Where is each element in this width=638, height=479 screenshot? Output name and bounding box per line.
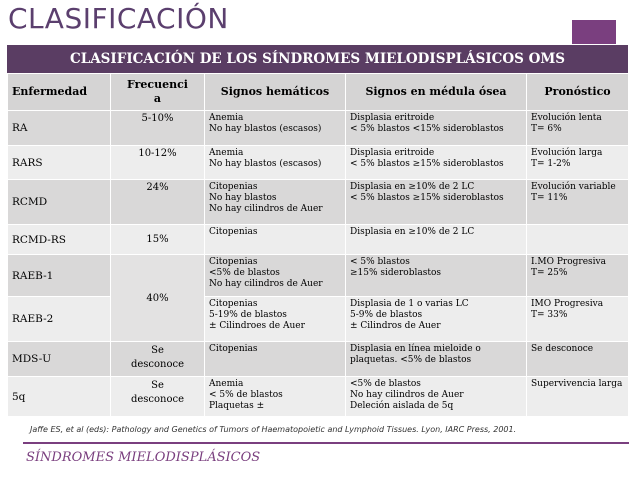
text-line: ± Cilindros de Auer xyxy=(350,321,441,331)
cell-enfermedad: RCMD-RS xyxy=(8,225,111,255)
cell-enfermedad: RAEB-2 xyxy=(8,297,111,342)
table-row xyxy=(8,342,629,377)
cell-hematicos xyxy=(205,146,346,180)
cell-enfermedad: 5q xyxy=(8,377,111,417)
text-line: I.MO Progresiva xyxy=(531,257,606,267)
table-row xyxy=(8,146,629,180)
cell-hematicos xyxy=(205,255,346,297)
text-line: No hay cilindros de Auer xyxy=(209,279,323,289)
text-line: < 5% blastos <15% sideroblastos xyxy=(350,124,504,134)
text-line: < 5% blastos xyxy=(350,257,410,267)
text-line: < 5% blastos ≥15% sideroblastos xyxy=(350,193,504,203)
cell-medula xyxy=(346,225,527,255)
text-line: Deleción aislada de 5q xyxy=(350,401,454,411)
cell-pronostico xyxy=(527,297,629,342)
cell-enfermedad: RCMD xyxy=(8,180,111,225)
header-pronostico: Pronóstico xyxy=(527,74,629,111)
table-row xyxy=(8,297,629,342)
text-line: Evolución lenta xyxy=(531,113,602,123)
slide-title: CLASIFICACIÓN xyxy=(8,2,229,35)
table-row xyxy=(8,111,629,146)
text-line: Se xyxy=(151,345,164,356)
cell-hematicos xyxy=(205,342,346,377)
cell-enfermedad: RA xyxy=(8,111,111,146)
text-line: Evolución variable xyxy=(531,182,616,192)
text-line: Citopenias xyxy=(209,227,258,237)
header-signos-medula: Signos en médula ósea xyxy=(346,74,527,111)
text-line: Displasia eritroide xyxy=(350,148,435,158)
footer-divider xyxy=(23,442,629,444)
cell-medula xyxy=(346,377,527,417)
text-line: No hay cilindros de Auer xyxy=(209,204,323,214)
text-line: Citopenias xyxy=(209,299,258,309)
accent-box xyxy=(572,20,616,44)
footer-title: SÍNDROMES MIELODISPLÁSICOS xyxy=(26,450,261,465)
text-line: Anemia xyxy=(209,379,244,389)
cell-medula xyxy=(346,297,527,342)
cell-medula xyxy=(346,146,527,180)
text-line: Citopenias xyxy=(209,257,258,267)
cell-hematicos xyxy=(205,225,346,255)
text-line: Displasia eritroide xyxy=(350,113,435,123)
header-enfermedad: Enfermedad xyxy=(8,74,111,111)
text-line: ± Cilindroes de Auer xyxy=(209,321,305,331)
text-line: ≥15% sideroblastos xyxy=(350,268,441,278)
cell-pronostico xyxy=(527,342,629,377)
text-line: T= 6% xyxy=(531,124,562,134)
cell-enfermedad: RARS xyxy=(8,146,111,180)
table-row xyxy=(8,225,629,255)
cell-medula xyxy=(346,111,527,146)
cell-frecuencia: 24% xyxy=(111,180,205,225)
cell-pronostico xyxy=(527,377,629,417)
text-line: Displasia de 1 o varias LC xyxy=(350,299,469,309)
cell-frecuencia: 15% xyxy=(111,225,205,255)
text-line: T= 1-2% xyxy=(531,159,571,169)
text-line: No hay cilindros de Auer xyxy=(350,390,464,400)
header-frecuencia xyxy=(111,74,205,111)
header-signos-hematicos: Signos hemáticos xyxy=(205,74,346,111)
text-line: No hay blastos (escasos) xyxy=(209,124,322,134)
text-line: No hay blastos xyxy=(209,193,277,203)
text-line: desconoce xyxy=(130,394,185,405)
cell-frecuencia: 5-10% xyxy=(111,111,205,146)
text-line: T= 25% xyxy=(531,268,568,278)
text-line: Displasia en línea mieloide o xyxy=(350,344,481,354)
cell-enfermedad: MDS-U xyxy=(8,342,111,377)
text-line: Se desconoce xyxy=(531,344,594,354)
header-frecuencia-line-1: Frecuenci xyxy=(127,77,188,91)
text-line: Citopenias xyxy=(209,344,258,354)
text-line: < 5% blastos ≥15% sideroblastos xyxy=(350,159,504,169)
text-line: T= 33% xyxy=(531,310,568,320)
text-line: T= 11% xyxy=(531,193,568,203)
cell-frecuencia xyxy=(111,377,205,417)
text-line: Displasia en ≥10% de 2 LC xyxy=(350,227,475,237)
text-line: Se xyxy=(151,380,164,391)
cell-frecuencia xyxy=(111,342,205,377)
cell-hematicos xyxy=(205,180,346,225)
cell-pronostico xyxy=(527,146,629,180)
cell-pronostico xyxy=(527,255,629,297)
text-line: Anemia xyxy=(209,113,244,123)
cell-medula xyxy=(346,180,527,225)
cell-pronostico xyxy=(527,111,629,146)
text-line: No hay blastos (escasos) xyxy=(209,159,322,169)
text-line: 5-9% de blastos xyxy=(350,310,423,320)
header-row xyxy=(8,74,629,111)
text-line: Evolución larga xyxy=(531,148,603,158)
cell-hematicos xyxy=(205,111,346,146)
table-row xyxy=(8,180,629,225)
cell-hematicos xyxy=(205,297,346,342)
cell-medula xyxy=(346,255,527,297)
table-banner: CLASIFICACIÓN DE LOS SÍNDROMES MIELODISPLÁSICOS OMS xyxy=(7,45,628,73)
cell-frecuencia: 40% xyxy=(111,255,205,342)
text-line: Anemia xyxy=(209,148,244,158)
classification-table xyxy=(7,73,629,417)
text-line: desconoce xyxy=(130,359,185,370)
text-line: 5-19% de blastos xyxy=(209,310,287,320)
text-line: < 5% de blastos xyxy=(209,390,283,400)
reference-footnote: Jaffe ES, et al (eds): Pathology and Genetics of Tumors of Haematopoietic and Lymphoid Tissues. Lyon, IARC Press, 2001. xyxy=(30,425,517,434)
text-line: Citopenias xyxy=(209,182,258,192)
text-line: Displasia en ≥10% de 2 LC xyxy=(350,182,475,192)
table-row xyxy=(8,377,629,417)
text-line: <5% de blastos xyxy=(209,268,280,278)
text-line: plaquetas. <5% de blastos xyxy=(350,355,472,365)
cell-pronostico xyxy=(527,180,629,225)
text-line: Plaquetas ± xyxy=(209,401,265,411)
cell-frecuencia: 10-12% xyxy=(111,146,205,180)
cell-enfermedad: RAEB-1 xyxy=(8,255,111,297)
table-row xyxy=(8,255,629,297)
cell-pronostico xyxy=(527,225,629,255)
text-line: Supervivencia larga xyxy=(531,379,623,389)
header-frecuencia-line-2: a xyxy=(153,92,162,105)
cell-medula xyxy=(346,342,527,377)
text-line: <5% de blastos xyxy=(350,379,421,389)
cell-hematicos xyxy=(205,377,346,417)
text-line: IMO Progresiva xyxy=(531,299,604,309)
